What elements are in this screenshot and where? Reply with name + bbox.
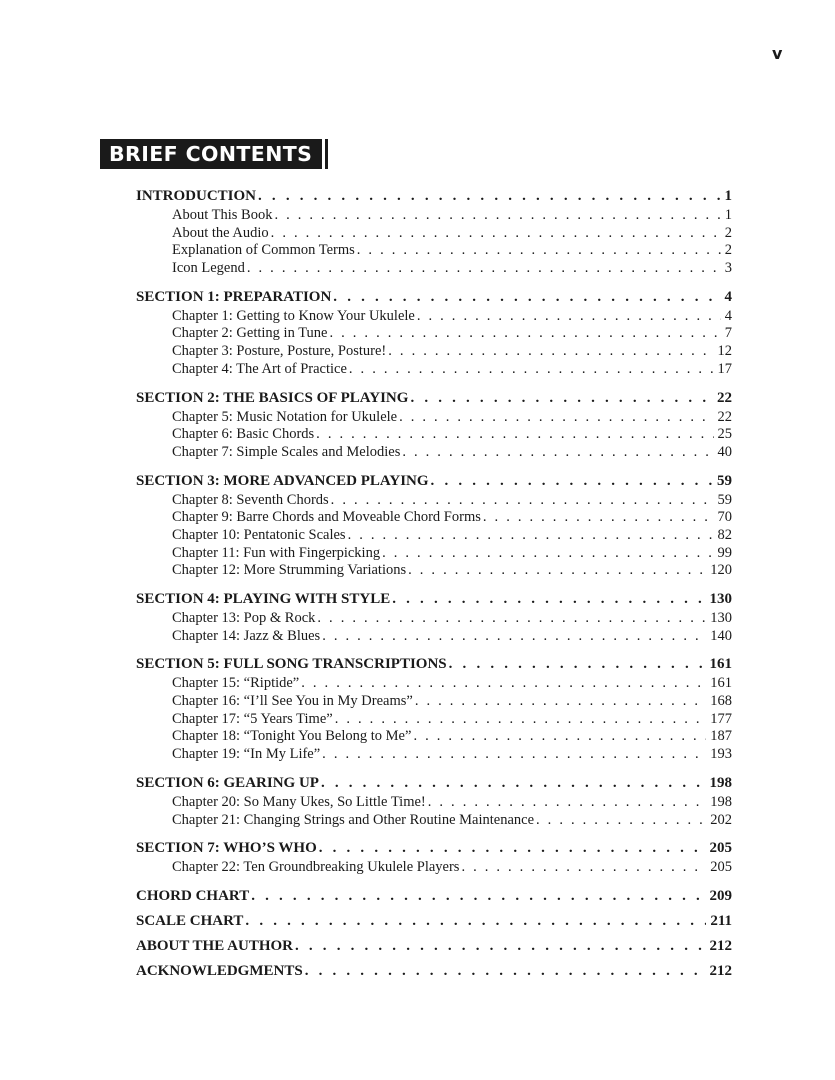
- chapter-entry: [136, 812, 732, 830]
- back-matter-entry-title: CHORD CHART: [136, 887, 250, 904]
- chapter-entry-page: 2: [724, 224, 732, 241]
- back-matter-entry: [136, 936, 732, 957]
- dot-leader: [274, 207, 720, 225]
- chapter-entry-title: Icon Legend: [172, 260, 245, 277]
- chapter-entry-page: 12: [717, 343, 732, 360]
- dot-leader: [335, 711, 707, 729]
- dot-leader: [301, 675, 706, 693]
- chapter-entry: [136, 409, 732, 427]
- toc-section: [136, 186, 732, 278]
- chapter-entry-title: Chapter 13: Pop & Rock: [172, 610, 316, 626]
- section-entry-title: SECTION 2: THE BASICS OF PLAYING: [136, 389, 409, 406]
- dot-leader: [382, 545, 713, 563]
- section-entry: [136, 838, 732, 859]
- chapter-entry-title: Chapter 2: Getting in Tune: [172, 325, 328, 342]
- chapter-entry-title: Chapter 8: Seventh Chords: [172, 491, 329, 508]
- chapter-entry-title: Chapter 10: Pentatonic Scales: [172, 526, 346, 543]
- dot-leader: [316, 426, 713, 444]
- section-entry-title: SECTION 4: PLAYING WITH STYLE: [136, 591, 391, 607]
- toc-section: [136, 287, 732, 379]
- dot-leader: [333, 287, 720, 308]
- section-entry-page: 205: [709, 840, 732, 857]
- dot-leader: [295, 936, 706, 957]
- chapter-entry-page: 7: [724, 325, 732, 342]
- back-matter-entry-title: ABOUT THE AUTHOR: [136, 937, 293, 954]
- chapter-entry: [136, 207, 732, 225]
- section-entry-page: 1: [724, 188, 732, 204]
- chapter-entry-page: 2: [724, 242, 732, 259]
- chapter-entry-page: 3: [724, 260, 732, 277]
- chapter-entry-title: Chapter 4: The Art of Practice: [172, 360, 347, 377]
- chapter-entry: [136, 242, 732, 260]
- chapter-entry-page: 59: [717, 491, 732, 508]
- section-entry-page: 59: [717, 472, 732, 489]
- chapter-entry: [136, 308, 732, 326]
- chapter-entry-page: 17: [717, 360, 732, 377]
- back-matter-entry-page: 212: [709, 962, 732, 979]
- heading-banner: [100, 139, 328, 169]
- section-entry: [136, 388, 732, 409]
- dot-leader: [321, 773, 706, 794]
- dot-leader: [392, 589, 705, 610]
- chapter-entry-title: Chapter 20: So Many Ukes, So Little Time!: [172, 793, 426, 810]
- back-matter-entry: [136, 886, 732, 907]
- dot-leader: [319, 838, 706, 859]
- dot-leader: [461, 859, 706, 877]
- section-entry: [136, 471, 732, 492]
- chapter-entry-title: Chapter 5: Music Notation for Ukulele: [172, 408, 398, 425]
- dot-leader: [258, 186, 720, 207]
- chapter-entry-page: 25: [717, 426, 732, 443]
- chapter-entry-page: 198: [710, 793, 732, 810]
- chapter-entry-title: Chapter 11: Fun with Fingerpicking: [172, 544, 381, 561]
- dot-leader: [305, 961, 706, 982]
- table-of-contents: [136, 186, 732, 986]
- chapter-entry: [136, 728, 732, 746]
- section-entry-title: SECTION 6: GEARING UP: [136, 774, 319, 791]
- chapter-entry-title: Chapter 17: “5 Years Time”: [172, 710, 333, 727]
- dot-leader: [413, 728, 706, 746]
- chapter-entry: [136, 693, 732, 711]
- dot-leader: [483, 509, 714, 527]
- section-entry-title: SECTION 1: PREPARATION: [136, 288, 332, 305]
- dot-leader: [428, 794, 707, 812]
- back-matter-entry: [136, 911, 732, 932]
- chapter-entry-title: Explanation of Common Terms: [172, 242, 355, 259]
- dot-leader: [449, 654, 706, 675]
- dot-leader: [357, 242, 721, 260]
- chapter-entry-title: Chapter 3: Posture, Posture, Posture!: [172, 343, 387, 360]
- dot-leader: [410, 388, 713, 409]
- chapter-entry: [136, 492, 732, 510]
- dot-leader: [329, 325, 720, 343]
- back-matter-entry-page: 209: [709, 887, 732, 904]
- dot-leader: [431, 471, 713, 492]
- dot-leader: [322, 746, 706, 764]
- chapter-entry: [136, 444, 732, 462]
- chapter-entry-page: 161: [710, 675, 732, 692]
- section-entry-title: SECTION 7: WHO’S WHO: [136, 840, 317, 857]
- chapter-entry: [136, 325, 732, 343]
- chapter-entry: [136, 426, 732, 444]
- dot-leader: [322, 628, 706, 646]
- toc-section: [136, 471, 732, 580]
- chapter-entry-page: 99: [717, 544, 732, 561]
- back-matter-entry-page: 211: [710, 912, 732, 929]
- section-entry-page: 4: [724, 288, 732, 305]
- chapter-entry: [136, 562, 732, 580]
- chapter-entry-page: 187: [710, 728, 732, 745]
- heading-accent-bar: [325, 139, 328, 169]
- dot-leader: [415, 693, 706, 711]
- section-entry-page: 161: [709, 656, 732, 673]
- dot-leader: [251, 886, 705, 907]
- chapter-entry-page: 177: [710, 710, 732, 727]
- chapter-entry-title: Chapter 21: Changing Strings and Other Routine Maintenance: [172, 811, 535, 828]
- back-matter-entry-title: SCALE CHART: [136, 912, 244, 929]
- section-entry: [136, 773, 732, 794]
- dot-leader: [536, 812, 706, 830]
- chapter-entry-title: Chapter 22: Ten Groundbreaking Ukulele Players: [172, 859, 460, 876]
- chapter-entry: [136, 859, 732, 877]
- chapter-entry: [136, 361, 732, 379]
- chapter-entry-page: 40: [717, 443, 732, 460]
- toc-section: [136, 654, 732, 763]
- chapter-entry: [136, 225, 732, 243]
- dot-leader: [247, 260, 721, 278]
- chapter-entry-title: About the Audio: [172, 224, 269, 241]
- chapter-entry-title: Chapter 1: Getting to Know Your Ukulele: [172, 307, 415, 324]
- chapter-entry-page: 1: [724, 207, 732, 223]
- dot-leader: [408, 562, 706, 580]
- section-entry-title: SECTION 3: MORE ADVANCED PLAYING: [136, 472, 429, 489]
- dot-leader: [317, 610, 706, 628]
- dot-leader: [331, 492, 714, 510]
- chapter-entry: [136, 527, 732, 545]
- chapter-entry-title: Chapter 14: Jazz & Blues: [172, 627, 321, 644]
- chapter-entry: [136, 794, 732, 812]
- page-number: v: [772, 44, 783, 63]
- chapter-entry: [136, 509, 732, 527]
- dot-leader: [417, 308, 721, 326]
- chapter-entry-page: 22: [717, 408, 732, 425]
- chapter-entry-page: 70: [717, 509, 732, 526]
- chapter-entry: [136, 746, 732, 764]
- section-entry: [136, 589, 732, 610]
- dot-leader: [399, 409, 713, 427]
- chapter-entry-title: Chapter 18: “Tonight You Belong to Me”: [172, 728, 412, 745]
- chapter-entry-page: 205: [710, 859, 732, 876]
- chapter-entry: [136, 628, 732, 646]
- dot-leader: [271, 225, 721, 243]
- section-entry: [136, 186, 732, 207]
- dot-leader: [245, 911, 706, 932]
- chapter-entry: [136, 711, 732, 729]
- dot-leader: [349, 361, 714, 379]
- chapter-entry-title: Chapter 9: Barre Chords and Moveable Chord Forms: [172, 509, 481, 526]
- chapter-entry-page: 193: [710, 746, 732, 763]
- chapter-entry-page: 140: [710, 627, 732, 644]
- section-entry: [136, 287, 732, 308]
- back-matter-entry-page: 212: [709, 937, 732, 954]
- chapter-entry-title: Chapter 12: More Strumming Variations: [172, 562, 407, 579]
- section-entry-page: 22: [717, 389, 732, 406]
- section-entry-page: 130: [709, 591, 732, 607]
- toc-section: [136, 773, 732, 829]
- chapter-entry-page: 202: [710, 811, 732, 828]
- back-matter-entry-title: ACKNOWLEDGMENTS: [136, 962, 303, 979]
- chapter-entry-page: 130: [710, 610, 732, 626]
- chapter-entry: [136, 545, 732, 563]
- section-entry-page: 198: [709, 774, 732, 791]
- chapter-entry: [136, 260, 732, 278]
- back-matter-entry: [136, 961, 732, 982]
- toc-section: [136, 838, 732, 877]
- chapter-entry-page: 120: [710, 562, 732, 579]
- dot-leader: [388, 343, 713, 361]
- chapter-entry-title: Chapter 19: “In My Life”: [172, 746, 321, 763]
- chapter-entry: [136, 675, 732, 693]
- chapter-entry: [136, 343, 732, 361]
- chapter-entry-title: Chapter 15: “Riptide”: [172, 675, 300, 692]
- section-entry-title: SECTION 5: FULL SONG TRANSCRIPTIONS: [136, 656, 447, 673]
- chapter-entry-page: 4: [724, 307, 732, 324]
- chapter-entry-page: 168: [710, 693, 732, 710]
- dot-leader: [402, 444, 713, 462]
- section-entry: [136, 654, 732, 675]
- chapter-entry-title: Chapter 16: “I’ll See You in My Dreams”: [172, 693, 413, 710]
- chapter-entry: [136, 610, 732, 628]
- chapter-entry-title: About This Book: [172, 207, 273, 223]
- chapter-entry-page: 82: [717, 526, 732, 543]
- toc-section: [136, 589, 732, 645]
- page-title: BRIEF CONTENTS: [100, 139, 322, 169]
- chapter-entry-title: Chapter 7: Simple Scales and Melodies: [172, 443, 401, 460]
- dot-leader: [348, 527, 714, 545]
- chapter-entry-title: Chapter 6: Basic Chords: [172, 426, 315, 443]
- section-entry-title: INTRODUCTION: [136, 188, 257, 204]
- toc-section: [136, 388, 732, 462]
